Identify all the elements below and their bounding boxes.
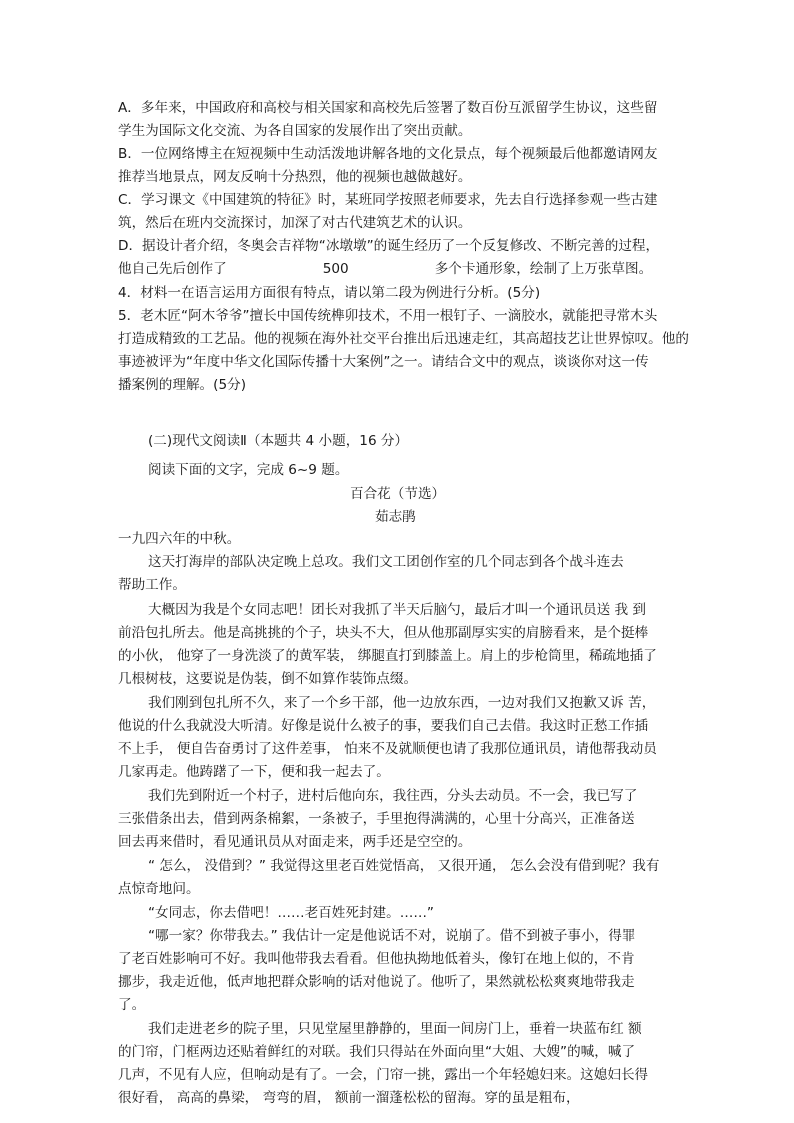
option-a-line-2: 学生为国际文化交流、为各自国家的发展作出了突出贡献。 <box>118 123 472 139</box>
story-line: 我们刚到包扎所不久，来了一个乡干部，他一边放东西，一边对我们又抱歉又诉 苦， <box>148 695 656 711</box>
question-5-line-1: 5．老木匠“阿木爷爷”擅长中国传统榫卯技术，不用一根钉子、一滴胶水，就能把寻常木头 <box>118 308 658 324</box>
reading-instruction: 阅读下面的文字，完成 6~9 题。 <box>148 462 349 478</box>
option-b-line-2: 推荐当地景点，网友反响十分热烈，他的视频也越做越好。 <box>118 169 472 185</box>
section-heading: (二)现代文阅读Ⅱ（本题共 4 小题，16 分） <box>148 433 409 449</box>
story-line: 回去再来借时，看见通讯员从对面走来，两手还是空空的。 <box>118 834 472 850</box>
story-line: 的小伙， 他穿了一身洗淡了的黄军装， 绑腿直打到膝盖上。肩上的步枪筒里，稀疏地插了 <box>118 648 657 664</box>
option-c-line-1: C．学习课文《中国建筑的特征》时，某班同学按照老师要求，先去自行选择参观一些古建 <box>118 192 658 208</box>
story-line: 了。 <box>118 997 146 1013</box>
story-line: 几家再走。他踌躇了一下，便和我一起去了。 <box>118 764 390 780</box>
story-line: 了老百姓影响可不好。我叫他带我去看看。但他执拗地低着头，像钉在地上似的，不肯 <box>118 951 635 967</box>
story-line: 大概因为我是个女同志吧！团长对我抓了半天后脑勺，最后才叫一个通讯员送 我 到 <box>148 602 647 618</box>
story-line: 不上手， 便自告奋勇讨了这件差事， 怕来不及就顺便也请了我那位通讯员，请他帮我动员 <box>118 741 657 757</box>
option-d-text-a: 他自己先后创作了 <box>118 261 227 277</box>
story-line: 他说的什么我就没大听清。好像是说什么被子的事，要我们自己去借。我这时正愁工作插 <box>118 718 649 734</box>
story-author: 茹志鹃 <box>375 509 416 525</box>
option-b-line-1: B．一位网络博主在短视频中生动活泼地讲解各地的文化景点，每个视频最后他都邀请网友 <box>118 146 658 162</box>
option-d-line-1: D．据设计者介绍，冬奥会吉祥物“冰墩墩”的诞生经历了一个反复修改、不断完善的过程， <box>118 238 660 254</box>
story-line: 一九四六年的中秋。 <box>118 531 241 547</box>
story-line: 三张借条出去，借到两条棉絮，一条被子，手里抱得满满的，心里十分高兴，正准备送 <box>118 811 635 827</box>
story-line: 前沿包扎所去。他是高挑挑的个子，块头不大，但从他那副厚实实的肩膀看来，是个挺棒 <box>118 625 649 641</box>
question-5-line-3: 事迹被评为“年度中华文化国际传播十大案例”之一。请结合文中的观点，谈谈你对这一传 <box>118 354 649 370</box>
option-d-number: 500 <box>322 261 349 277</box>
story-line: 我们走进老乡的院子里，只见堂屋里静静的，里面一间房门上，垂着一块蓝布红 额 <box>148 1021 642 1037</box>
story-title: 百合花（节选） <box>350 486 446 502</box>
story-line: “ 怎么， 没借到？” 我觉得这里老百姓觉悟高， 又很开通， 怎么会没有借到呢？我有 <box>148 858 660 874</box>
story-line: 几声，不见有人应，但响动是有了。一会，门帘一挑，露出一个年轻媳妇来。这媳妇长得 <box>118 1067 649 1083</box>
story-line: 我们先到附近一个村子，进村后他向东，我往西，分头去动员。不一会，我已写了 <box>148 788 638 804</box>
story-line: 这天打海岸的部队决定晚上总攻。我们文工团创作室的几个同志到各个战斗连去 <box>148 554 624 570</box>
story-line: 帮助工作。 <box>118 577 186 593</box>
story-line: 点惊奇地问。 <box>118 881 200 897</box>
option-d-line-2 <box>118 259 652 279</box>
option-a-line-1: A．多年来，中国政府和高校与相关国家和高校先后签署了数百份互派留学生协议，这些留 <box>118 100 658 116</box>
option-d-text-b: 多个卡通形象，绘制了上万张草图。 <box>434 261 653 277</box>
story-line: 的门帘，门框两边还贴着鲜红的对联。我们只得站在外面向里“大姐、大嫂”的喊，喊了 <box>118 1044 636 1060</box>
story-line: 很好看， 高高的鼻梁， 弯弯的眉， 额前一溜蓬松松的留海。穿的虽是粗布， <box>118 1090 580 1106</box>
story-line: “哪一家？你带我去。” 我估计一定是他说话不对，说崩了。借不到被子事小，得罪 <box>148 928 636 944</box>
option-c-line-2: 筑，然后在班内交流探讨，加深了对古代建筑艺术的认识。 <box>118 215 472 231</box>
question-4: 4．材料一在语言运用方面很有特点，请以第二段为例进行分析。(5分) <box>118 285 541 301</box>
question-5-line-2: 打造成精致的工艺品。他的视频在海外社交平台推出后迅速走红，其高超技艺让世界惊叹。他的 <box>118 331 689 347</box>
story-line: 几根树枝，这要说是伪装，倒不如算作装饰点缀。 <box>118 671 418 687</box>
story-line: 挪步，我走近他，低声地把群众影响的话对他说了。他听了，果然就松松爽爽地带我走 <box>118 974 635 990</box>
story-line: “女同志，你去借吧！……老百姓死封建。……” <box>148 905 434 921</box>
question-5-line-4: 播案例的理解。(5分) <box>118 377 247 393</box>
